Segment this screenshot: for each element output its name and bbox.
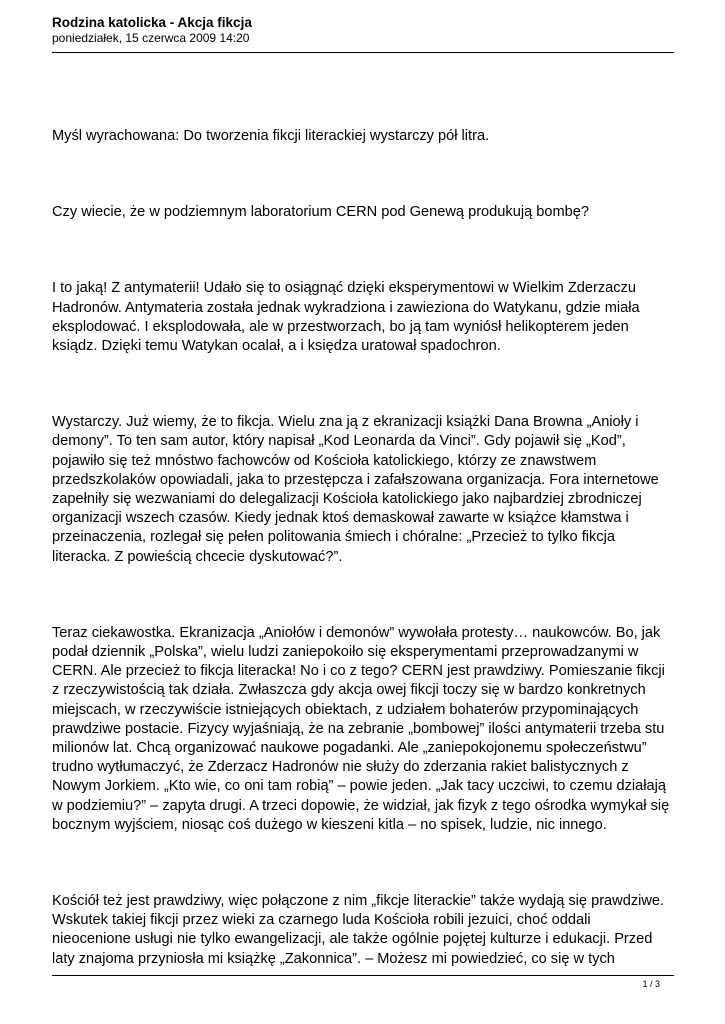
text-line: I to jaką! Z antymaterii! Udało się to osiągnąć dzięki eksperymentowi w Wielkim Zderzaczu [52,280,636,297]
text-line: przedszkolaków opowiadali, jaka to przestępcza i zafałszowana organizacja. Fora internetowe [52,471,659,488]
text-line: milionów lat. Chcą organizować naukowe pogadanki. Ale „zaniepokojonemu społeczeństwu” [52,740,647,757]
text-line: eksplodować. I eksplodowała, ale w przestworzach, bo ją tam wyniósł helikopterem jeden [52,318,629,335]
document-title: Rodzina katolicka - Akcja fikcja [52,15,252,30]
article-body [52,127,670,969]
paragraph-5 [52,624,670,835]
text-line: bocznym wyjściem, niosąc coś dużego w kieszeni kitla – no spisek, ludzie, nic innego. [52,816,607,833]
text-line: Teraz ciekawostka. Ekranizacja „Aniołów i demonów” wywołała protesty… naukowców. Bo, jak [52,624,661,641]
text-line: nieocenione usługi nie tylko ewangelizacji, ale także ogólnie pojętej kulturze i edukacji. Przed [52,931,653,948]
text-line: prawdziwe postacie. Fizycy wyjaśniają, że na zebranie „bombowej” ilości antymaterii trzeba stu [52,720,665,737]
text-line: demony”. To ten sam autor, który napisał „Kod Leonarda da Vinci”. Gdy pojawił się „Kod”, [52,433,626,450]
publication-date: poniedziałek, 15 czerwca 2009 14:20 [52,31,250,45]
paragraph-1 [52,127,670,146]
text-line: Wskutek takiej fikcji przez wieki za czarnego luda Kościoła robili jezuici, choć oddali [52,912,591,929]
footer-divider [52,975,674,976]
text-line: organizacji wszech czasów. Kiedy jednak ktoś demaskował zawarte w książce kłamstwa i [52,510,629,527]
text-line: miejscach, w rzeczywiście istniejących obiektach, z udziałem bohaterów przypominających [52,701,639,718]
paragraph-6 [52,892,670,969]
text-line: Nowym Jorkiem. „Kto wie, co oni tam robią” – powie jeden. „Jak tacy uczciwi, to czemu działają [52,778,666,795]
text-line: przeinaczenia, rozlegał się pełen politowania śmiech i chóralne: „Przecież to tylko fikcja [52,529,615,546]
paragraph-2 [52,203,670,222]
paragraph-4 [52,413,670,567]
paragraph-3 [52,279,670,356]
text-line: z rzeczywistością tak działa. Zwłaszcza gdy akcja owej fikcji toczy się w bardzo konkretnych [52,682,646,699]
header-divider [52,52,674,53]
text-line: w podziemiu?” – zapyta drugi. A trzeci dopowie, że widział, jak fizyk z tego ośrodka wymykał się [52,797,670,814]
text-line: podał dziennik „Polska”, wielu ludzi zaniepokoiło się eksperymentami przeprowadzanymi w [52,644,639,661]
text-line: pojawiło się też mnóstwo fachowców od Kościoła katolickiego, którzy ze znawstwem [52,452,597,469]
text-line: literacka. Z powieścią chcecie dyskutować?”. [52,548,343,565]
text-line: Myśl wyrachowana: Do tworzenia fikcji literackiej wystarczy pół litra. [52,128,490,144]
text-line: CERN. Ale przecież to fikcja literacka! No i co z tego? CERN jest prawdziwy. Pomieszanie fikcji [52,663,665,680]
text-line: Wystarczy. Już wiemy, że to fikcja. Wielu zna ją z ekranizacji książki Dana Browna „Anioły i [52,414,639,431]
text-line: Czy wiecie, że w podziemnym laboratorium CERN pod Genewą produkują bombę? [52,204,589,221]
text-line: zapełniły się wezwaniami do delegalizacji Kościoła katolickiego jako najbardziej zbrodniczej [52,491,642,508]
page-header [52,14,674,46]
text-line: ksiądz. Dzięki temu Watykan ocalał, a i księdza uratował spadochron. [52,338,501,355]
text-line: Kościół też jest prawdziwy, więc połączone z nim „fikcje literackie” także wydają się prawdziwe. [52,893,665,910]
text-line: Hadronów. Antymateria została jednak wykradziona i zawieziona do Watykanu, gdzie miała [52,299,640,316]
text-line: laty znajoma przyniosła mi książkę „Zakonnica”. – Możesz mi powiedzieć, co się w tych [52,950,615,967]
page-number: 1 / 3 [642,979,660,989]
text-line: trudno wytłumaczyć, że Zderzacz Hadronów nie służy do zderzania rakiet balistycznych z [52,759,629,776]
